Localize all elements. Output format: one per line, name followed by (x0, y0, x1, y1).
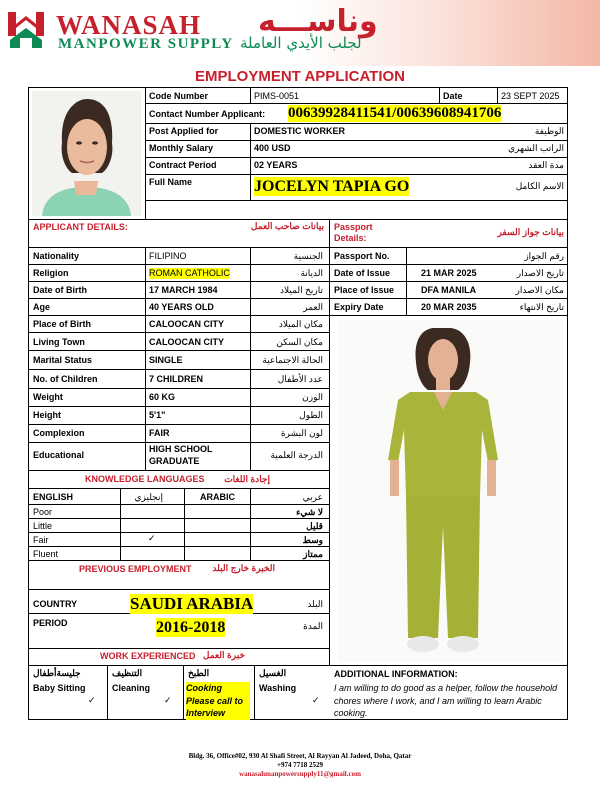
passport-details-heading: Passport (334, 222, 373, 232)
passport-value: DFA MANILA (421, 285, 477, 295)
post-label: Post Applied for (149, 126, 219, 136)
applicant-label-ar: الديانة (300, 268, 323, 278)
passport-label-ar: تاريخ الاصدار (516, 268, 564, 278)
work-item-label: Washing (259, 683, 297, 693)
footer-phone: +974 7718 2529 (277, 761, 323, 769)
work-item-ar: الطبخ (188, 668, 210, 678)
english-level-check: ✓ (148, 533, 156, 543)
passport-label-ar: مكان الاصدار (515, 285, 564, 295)
code-number-value: PIMS-0051 (254, 91, 300, 101)
date-value: 23 SEPT 2025 (501, 91, 560, 101)
language-level-ar: وسط (302, 535, 323, 545)
languages-heading-ar: إجادة اللغات (224, 474, 270, 484)
language-level-ar: لا شيء (296, 507, 323, 517)
passport-label-ar: رقم الجواز (524, 251, 564, 261)
language-level-ar: قليل (306, 521, 323, 531)
date-label: Date (443, 91, 463, 101)
period-value: 2016-2018 (156, 619, 226, 636)
contact-label: Contact Number Applicant: (149, 109, 266, 119)
country-label-ar: البلد (307, 599, 323, 609)
applicant-value: CALOOCAN CITY (149, 319, 224, 329)
applicant-value: SINGLE (149, 355, 183, 365)
arabic-label-ar: عربي (302, 492, 323, 502)
brand-name: WANASAH (56, 10, 202, 40)
work-item-label: Cooking Please call to Interview (186, 682, 250, 720)
applicant-label: Date of Birth (33, 285, 87, 295)
applicant-label: Weight (33, 392, 63, 402)
applicant-label: Height (33, 410, 61, 420)
passport-label: Expiry Date (334, 302, 384, 312)
full-name-value: JOCELYN TAPIA GO (254, 178, 410, 195)
footer-address: Bldg. 36, Office#02, 930 Al Shafi Street, Al Rayyan Al Jadeed, Doha, Qatar (188, 752, 412, 760)
arabic-label: ARABIC (200, 492, 235, 502)
applicant-headshot (32, 91, 141, 216)
period-label-ar: المدة (303, 621, 323, 631)
post-label-ar: الوظيفة (534, 126, 564, 136)
passport-label: Date of Issue (334, 268, 391, 278)
salary-label: Monthly Salary (149, 143, 214, 153)
passport-value: 21 MAR 2025 (421, 268, 477, 278)
applicant-value: FAIR (149, 428, 170, 438)
applicant-label: No. of Children (33, 374, 98, 384)
work-item-check: ✓ (88, 695, 96, 705)
passport-label: Place of Issue (334, 285, 395, 295)
contract-period-value: 02 YEARS (254, 160, 298, 170)
applicant-value: 60 KG (149, 392, 176, 402)
applicant-label-ar: تاريخ الميلاد (280, 285, 323, 295)
work-item-ar: الغسيل (259, 668, 287, 678)
applicant-value: 40 YEARS OLD (149, 302, 214, 312)
applicant-label-ar: مكان السكن (276, 337, 323, 347)
applicant-label: Religion (33, 268, 69, 278)
period-label: PERIOD (33, 618, 68, 628)
brand-name-ar: وناســـه (258, 4, 378, 39)
language-level: Fluent (33, 549, 59, 559)
footer-email[interactable]: wanasahmanpowersupply11@gmail.com (239, 770, 361, 778)
applicant-label-ar: عدد الأطفال (277, 374, 323, 384)
letterhead (0, 0, 600, 66)
post-value: DOMESTIC WORKER (254, 126, 345, 136)
applicant-value-2: GRADUATE (149, 456, 200, 466)
applicant-label-ar: الطول (299, 410, 323, 420)
language-level: Fair (33, 535, 49, 545)
page-title: EMPLOYMENT APPLICATION (195, 68, 405, 85)
work-experience-heading-ar: خبرة العمل (202, 650, 245, 660)
brand-subtitle-ar: لجلب الأيدي العاملة (240, 34, 362, 52)
applicant-value: FILIPINO (149, 251, 187, 261)
country-value: SAUDI ARABIA (130, 594, 254, 613)
applicant-value: 5'1" (149, 410, 166, 420)
applicant-label: Educational (33, 450, 85, 460)
applicant-label: Marital Status (33, 355, 93, 365)
contract-period-label: Contract Period (149, 160, 217, 170)
additional-info-text: I am willing to do good as a helper, follow the household chores where I work, and I am willing to learn Arabic cooking. (334, 683, 558, 718)
applicant-label-ar: مكان الميلاد (278, 319, 323, 329)
work-item-ar: جليسةأطفال (33, 668, 81, 678)
work-item-ar: التنظيف (112, 668, 143, 678)
work-item-label: Baby Sitting (33, 683, 86, 693)
english-label: ENGLISH (33, 492, 74, 502)
contact-value: 00639928411541/00639608941706 (288, 105, 502, 121)
work-item-check: ✓ (312, 695, 320, 705)
applicant-value: CALOOCAN CITY (149, 337, 224, 347)
applicant-label: Nationality (33, 251, 80, 261)
applicant-value: 7 CHILDREN (149, 374, 204, 384)
applicant-details-heading: APPLICANT DETAILS: (33, 222, 128, 232)
passport-label: Passport No. (334, 251, 390, 261)
passport-details-heading-2: Details: (334, 233, 367, 243)
passport-label-ar: تاريخ الانتهاء (519, 302, 564, 312)
brand-subtitle: MANPOWER SUPPLY (58, 36, 234, 52)
passport-value: 20 MAR 2035 (421, 302, 477, 312)
language-level: Poor (33, 507, 53, 517)
work-item-label: Cleaning (112, 683, 151, 693)
applicant-details-heading-ar: بيانات صاحب العمل (250, 221, 324, 231)
full-name-label: Full Name (149, 177, 193, 187)
applicant-label-ar: الجنسية (293, 251, 323, 261)
previous-employment-heading-ar: الخبرة خارج البلد (212, 563, 275, 573)
applicant-value: ROMAN CATHOLIC (149, 268, 230, 278)
english-label-ar: إنجليزي (134, 492, 163, 502)
applicant-label-ar: الوزن (302, 392, 323, 402)
applicant-label-ar: العمر (303, 302, 323, 312)
work-experience-heading: WORK EXPERIENCED (100, 651, 196, 661)
applicant-label-ar: الحالة الاجتماعية (262, 355, 323, 365)
company-logo-icon (6, 10, 56, 50)
salary-value: 400 USD (254, 143, 291, 153)
applicant-label-ar: لون البشرة (280, 428, 323, 438)
applicant-label-ar: الدرجة العلمية (270, 450, 323, 460)
additional-info-heading: ADDITIONAL INFORMATION: (334, 669, 458, 679)
code-number-label: Code Number (149, 91, 209, 101)
previous-employment-heading: PREVIOUS EMPLOYMENT (79, 564, 192, 574)
salary-label-ar: الراتب الشهري (508, 143, 564, 153)
language-level-ar: ممتاز (303, 549, 323, 559)
full-name-label-ar: الاسم الكامل (515, 181, 564, 191)
applicant-label: Living Town (33, 337, 85, 347)
applicant-value: HIGH SCHOOL (149, 444, 213, 454)
applicant-label: Place of Birth (33, 319, 92, 329)
country-label: COUNTRY (33, 599, 78, 609)
language-level: Little (33, 521, 53, 531)
applicant-full-body-photo (338, 320, 563, 662)
contract-period-label-ar: مدة العقد (528, 160, 564, 170)
applicant-label: Age (33, 302, 51, 312)
passport-details-heading-ar: بيانات جواز السفر (497, 227, 564, 237)
applicant-value: 17 MARCH 1984 (149, 285, 218, 295)
work-item-check: ✓ (164, 695, 172, 705)
applicant-label: Complexion (33, 428, 85, 438)
languages-heading: KNOWLEDGE LANGUAGES (85, 474, 205, 484)
